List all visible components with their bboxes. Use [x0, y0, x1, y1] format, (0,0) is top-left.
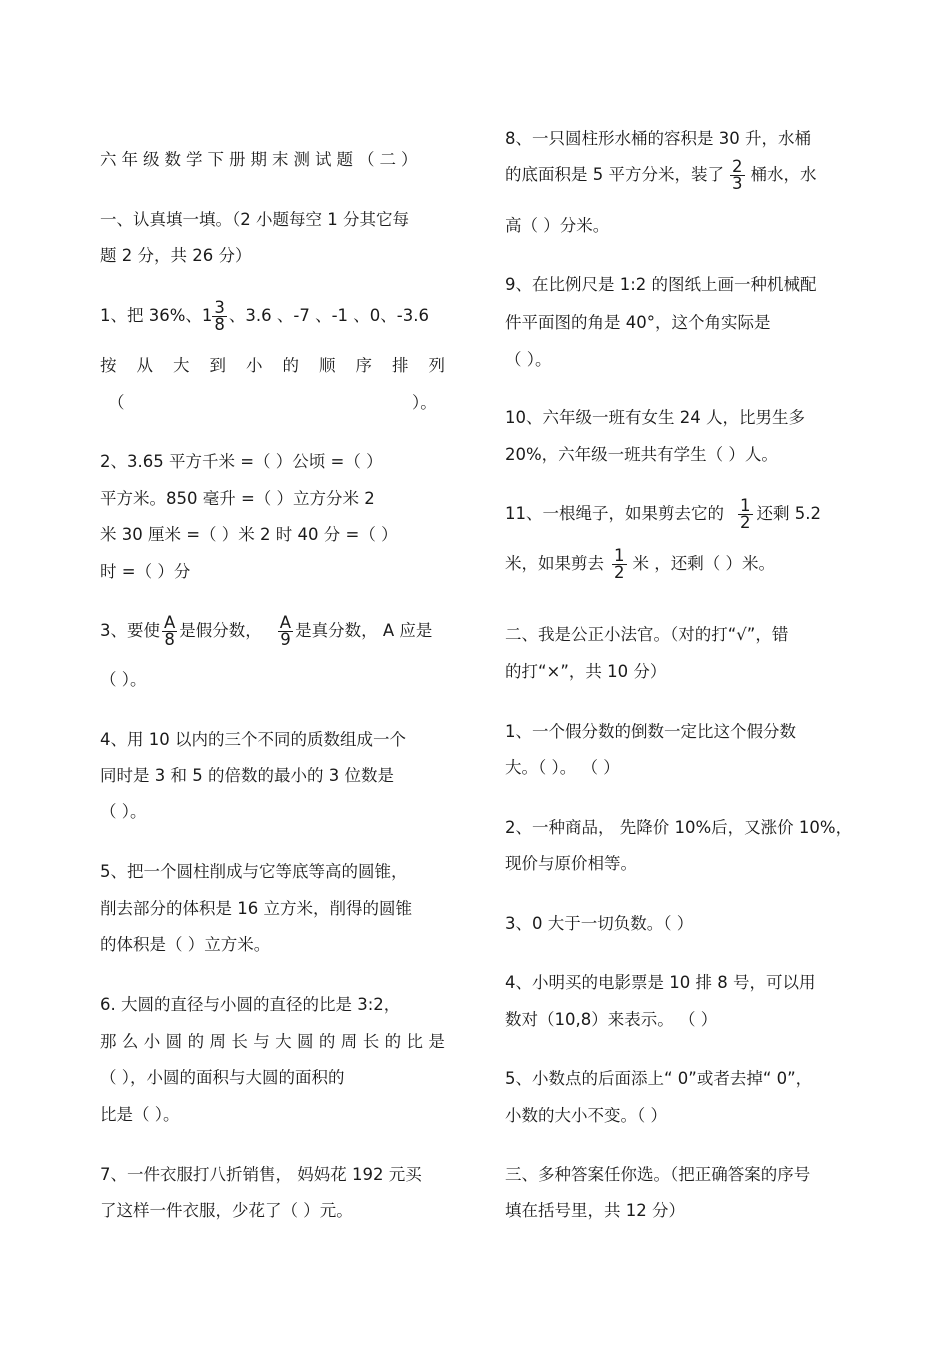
fraction-denominator: 2 [614, 562, 625, 582]
question-4-line-2: 同时是 3 和 5 的倍数的最小的 3 位数是 [100, 766, 394, 785]
section-1-heading: 一、认真填一填。（2 小题每空 1 分其它每 [100, 210, 409, 229]
question-1-line-1 [100, 298, 429, 334]
question-9-line-1: 9、在比例尺是 1:2 的图纸上画一种机械配 [505, 275, 817, 294]
question-6-line-3: （ ），小圆的面积与大圆的面积的 [100, 1068, 345, 1087]
fraction-1-2-second [612, 545, 627, 582]
justified-char: 顺 [319, 356, 336, 375]
justified-char: 圆 [297, 1032, 314, 1051]
justified-char: 的 [282, 356, 299, 375]
justified-char: 周 [209, 1032, 226, 1051]
justified-char: 从 [136, 356, 153, 375]
justified-char: 小 [246, 356, 263, 375]
fraction-denominator: 8 [164, 629, 175, 649]
question-11-line-1 [505, 494, 821, 534]
judge-1-line-1: 1、一个假分数的倒数一定比这个假分数 [505, 722, 796, 741]
question-11-line-2 [505, 544, 775, 584]
justified-char: 与 [253, 1032, 270, 1051]
q3-text-a: 3、要使 [100, 621, 160, 640]
q1-text-b: 、3.6 、-7 、-1 、0、-3.6 [228, 306, 429, 325]
open-paren: （ [108, 393, 125, 412]
justified-char: 列 [428, 356, 445, 375]
question-8-line-1: 8、一只圆柱形水桶的容积是 30 升，水桶 [505, 129, 811, 148]
question-7-line-1: 7、一件衣服打八折销售， 妈妈花 192 元买 [100, 1165, 422, 1184]
justified-char: 么 [121, 1032, 139, 1051]
question-5-line-1: 5、把一个圆柱削成与它等底等高的圆锥， [100, 862, 408, 881]
q3-text-c: 是真分数， A 应是 [295, 621, 433, 640]
justified-char: 按 [100, 356, 117, 375]
q11-text-b: 还剩 5.2 [756, 504, 821, 523]
question-9-line-3: （ ）。 [505, 350, 552, 369]
question-6-line-2 [100, 1032, 445, 1052]
q8-text-a: 的底面积是 5 平方分米，装了 [505, 165, 724, 184]
judge-1-line-2: 大。（ ）。 （ ） [505, 758, 620, 777]
page-title: 六年级数学下册期末测试题（二） [100, 150, 423, 169]
fraction-denominator: 3 [732, 173, 743, 193]
question-2-line-3: 米 30 厘米 =（ ）米 2 时 40 分 =（ ） [100, 525, 398, 544]
question-10-line-2: 20%，六年级一班共有学生（ ）人。 [505, 445, 778, 464]
justified-char: 的 [318, 1032, 336, 1051]
judge-2-line-1: 2、一种商品， 先降价 10%后，又涨价 10%， [505, 818, 853, 837]
justified-char: 比 [406, 1032, 423, 1051]
justified-char: 到 [209, 356, 226, 375]
justified-char: 排 [392, 356, 409, 375]
question-6-line-1: 6. 大圆的直径与小圆的直径的比是 3:2， [100, 995, 401, 1014]
question-7-line-2: 了这样一件衣服，少花了（ ）元。 [100, 1201, 353, 1220]
question-10-line-1: 10、六年级一班有女生 24 人，比男生多 [505, 408, 805, 427]
q11-text-d: 米 ，还剩（ ）米。 [632, 554, 775, 573]
question-2-line-4: 时 =（ ）分 [100, 562, 191, 581]
question-1-line-2 [100, 356, 445, 376]
justified-char: 的 [187, 1032, 205, 1051]
question-3-line-2: （ ）。 [100, 670, 147, 689]
q3-text-b: 是假分数， [179, 621, 262, 640]
section-3-heading: 三、多种答案任你选。（把正确答案的序号 [505, 1165, 811, 1184]
section-2-heading: 二、我是公正小法官。（对的打“√”，错 [505, 625, 789, 644]
justified-char: 序 [355, 356, 372, 375]
fraction-numerator: 3 [214, 297, 225, 317]
justified-char: 圆 [165, 1032, 183, 1051]
section-1-heading-cont: 题 2 分，共 26 分） [100, 246, 252, 265]
question-9-line-2: 件平面图的角是 40°，这个角实际是 [505, 313, 771, 332]
judge-5-line-2: 小数的大小不变。（ ） [505, 1106, 667, 1125]
justified-char: 小 [143, 1032, 161, 1051]
close-paren: ）。 [412, 393, 437, 412]
question-2-line-1: 2、3.65 平方千米 =（ ）公顷 =（ ） [100, 452, 383, 471]
judge-3-line-1: 3、0 大于一切负数。（ ） [505, 914, 694, 933]
fraction-a-9 [278, 612, 293, 649]
question-6-line-4: 比是（ ）。 [100, 1105, 180, 1124]
fraction-1-2-first [738, 495, 753, 532]
question-4-line-1: 4、用 10 以内的三个不同的质数组成一个 [100, 730, 406, 749]
question-2-line-2: 平方米。850 毫升 =（ ）立方分米 2 [100, 489, 375, 508]
justified-char: 长 [231, 1032, 248, 1051]
judge-4-line-1: 4、小明买的电影票是 10 排 8 号，可以用 [505, 973, 816, 992]
fraction-a-8 [162, 612, 177, 649]
fraction-numerator: 1 [740, 495, 751, 515]
fraction-denominator: 8 [214, 314, 225, 334]
judge-2-line-2: 现价与原价相等。 [505, 854, 637, 873]
question-8-line-3: 高（ ）分米。 [505, 216, 610, 235]
q11-text-c: 米，如果剪去 [505, 554, 604, 573]
justified-char: 大 [275, 1032, 292, 1051]
fraction-3-8 [212, 297, 227, 334]
question-5-line-3: 的体积是（ ）立方米。 [100, 935, 271, 954]
fraction-2-3 [730, 156, 745, 193]
fraction-denominator: 2 [740, 512, 751, 532]
justified-char: 那 [100, 1032, 117, 1051]
q8-text-b: 桶水，水 [750, 165, 817, 184]
justified-char: 是 [428, 1032, 445, 1051]
justified-char: 大 [173, 356, 190, 375]
fraction-denominator: 9 [280, 629, 291, 649]
judge-4-line-2: 数对（10,8）来表示。 （ ） [505, 1010, 718, 1029]
fraction-numerator: 1 [614, 545, 625, 565]
justified-char: 长 [362, 1032, 380, 1051]
justified-char: 周 [340, 1032, 358, 1051]
fraction-numerator: A [279, 612, 292, 632]
q1-text-a: 1、把 36%、1 [100, 306, 213, 325]
question-3-line-1 [100, 611, 432, 651]
judge-5-line-1: 5、小数点的后面添上“ 0”或者去掉“ 0”， [505, 1069, 813, 1088]
question-8-line-2 [505, 155, 817, 195]
q11-text-a: 11、一根绳子，如果剪去它的 [505, 504, 724, 523]
fraction-numerator: A [164, 612, 176, 632]
section-3-heading-cont: 填在括号里，共 12 分） [505, 1201, 685, 1220]
fraction-numerator: 2 [732, 156, 743, 176]
section-2-heading-cont: 的打“×”，共 10 分） [505, 662, 667, 681]
justified-char: 的 [384, 1032, 402, 1051]
question-5-line-2: 削去部分的体积是 16 立方米，削得的圆锥 [100, 899, 412, 918]
question-4-line-3: （ ）。 [100, 802, 147, 821]
